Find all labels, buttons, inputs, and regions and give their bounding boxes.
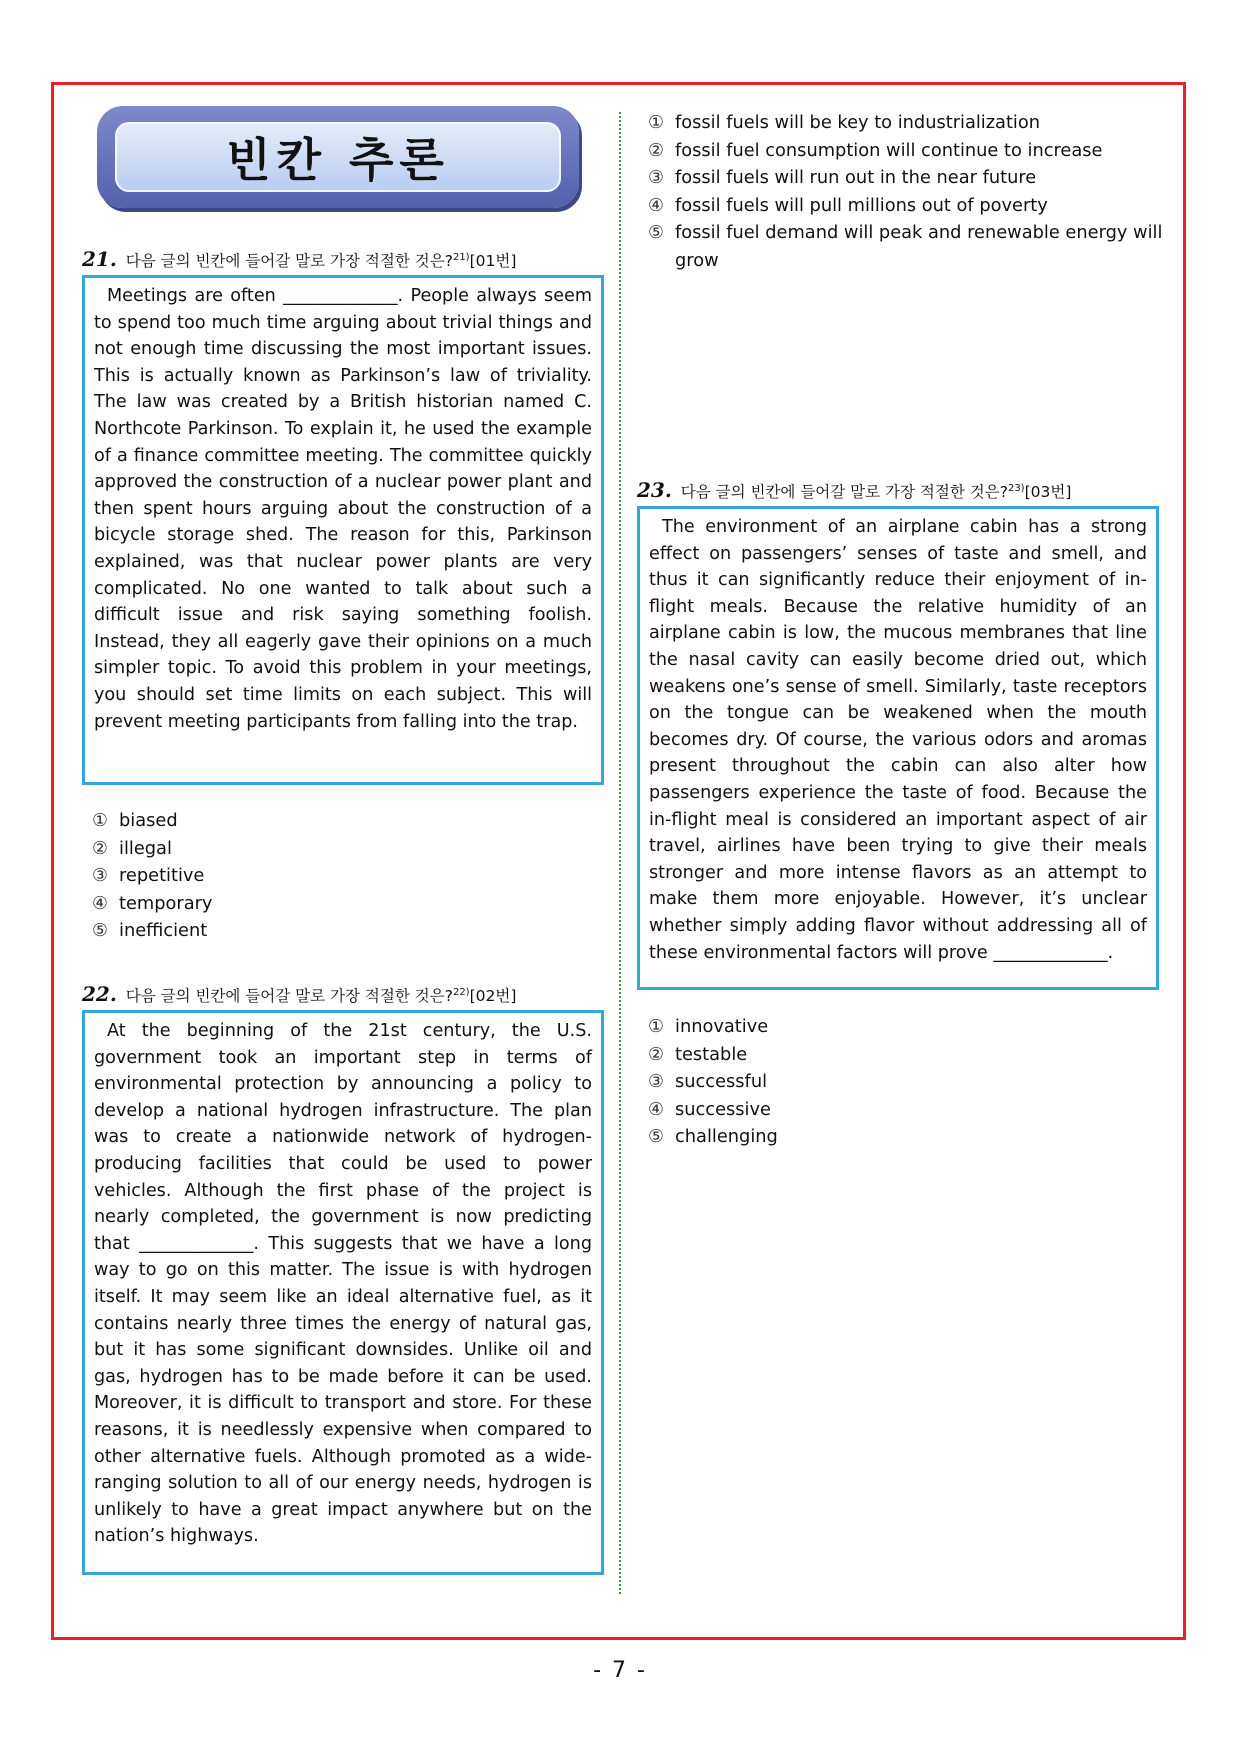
- choice-text: fossil fuels will be key to industrialization: [675, 112, 1041, 133]
- question-22-ref: [02번]: [469, 987, 517, 1005]
- answer-choice: [92, 917, 592, 945]
- section-title: 빈칸 추론: [226, 133, 450, 187]
- choice-number: ③: [648, 167, 664, 189]
- question-22-number: 22.: [82, 982, 117, 1006]
- choice-number: ②: [92, 837, 108, 859]
- question-22-instruction: 다음 글의 빈칸에 들어갈 말로 가장 적절한 것은?: [125, 987, 453, 1005]
- section-title-banner: [97, 106, 579, 208]
- choice-number: ①: [648, 112, 664, 133]
- choice-text: innovative: [675, 1016, 769, 1037]
- choice-text: fossil fuels will run out in the near future: [675, 167, 1037, 189]
- answer-choice: [92, 862, 592, 890]
- answer-choice: [648, 219, 1163, 274]
- question-21-instruction: 다음 글의 빈칸에 들어갈 말로 가장 적절한 것은?: [125, 252, 453, 270]
- answer-choice: [648, 1123, 1148, 1151]
- answer-choice: [648, 1068, 1148, 1096]
- choice-text: fossil fuels will pull millions out of poverty: [675, 194, 1048, 216]
- choice-text: fossil fuel consumption will continue to increase: [675, 139, 1103, 161]
- answer-choice: [648, 1041, 1148, 1069]
- section-title-plate: [115, 122, 561, 192]
- choice-number: ⑤: [648, 1126, 664, 1148]
- choice-text: repetitive: [119, 865, 205, 887]
- choice-number: ⑤: [92, 920, 108, 942]
- question-23-passage: The environment of an airplane cabin has a strong effect on passengers’ senses of taste and smell, and thus it can significantly reduce their enjoyment of in-flight meals. Because the relative humidity of an airplane cabin is low, the mucous membranes that line the nasal cavity can easily become dried out, which weakens one’s sense of smell. Similarly, taste receptors on the tongue can be weakened when the mouth becomes dry. Of course, the various odors and aromas present throughout the cabin can also alter how passengers experience the taste of food. Because the in-flight meal is considered an important aspect of air travel, airlines have been trying to give their meals stronger and more intense flavors as an attempt to make them more enjoyable. However, it’s unclear whether simply adding flavor without addressing all of these environmental factors will prove _____________.: [637, 506, 1159, 990]
- question-23-instruction: 다음 글의 빈칸에 들어갈 말로 가장 적절한 것은?: [680, 483, 1008, 501]
- question-21-ref: [01번]: [469, 252, 517, 270]
- column-divider: [619, 112, 621, 1594]
- question-21-number: 21.: [82, 247, 117, 271]
- choice-text: successful: [675, 1071, 768, 1093]
- choice-text: challenging: [675, 1126, 778, 1148]
- answer-choice: [648, 164, 1163, 192]
- answer-choice: [648, 1096, 1148, 1124]
- choice-number: ④: [648, 194, 664, 216]
- choice-number: ⑤: [648, 222, 664, 244]
- choice-number: ③: [92, 865, 108, 887]
- choice-text: inefficient: [119, 920, 208, 942]
- answer-choice: [92, 807, 592, 835]
- choice-number: ①: [648, 1016, 664, 1037]
- choice-number: ①: [92, 810, 108, 831]
- choice-text: testable: [675, 1043, 748, 1065]
- question-22-header: [82, 982, 516, 1006]
- question-21-header: [82, 247, 516, 271]
- answer-choice: [648, 109, 1163, 137]
- question-23-number: 23.: [637, 478, 672, 502]
- choice-text: fossil fuel demand will peak and renewable energy will grow: [675, 222, 1163, 271]
- choice-number: ②: [648, 139, 664, 161]
- question-22-passage: At the beginning of the 21st century, the U.S. government took an important step in terms of environmental protection by announcing a policy to develop a national hydrogen infrastructure. The plan was to create a nationwide network of hydrogen-producing facilities that could be used to power vehicles. Although the first phase of the project is nearly completed, the government is now predicting that _____________. This suggests that we have a long way to go on this matter. The issue is with hydrogen itself. It may seem like an ideal alternative fuel, as it contains nearly three times the energy of natural gas, but it has some significant downsides. Unlike oil and gas, hydrogen has to be made before it can be used. Moreover, it is difficult to transport and store. For these reasons, it is needlessly expensive when compared to other alternative fuels. Although promoted as a wide-ranging solution to all of our energy needs, hydrogen is unlikely to have a great impact anywhere but on the nation’s highways.: [82, 1010, 604, 1575]
- question-22-choices: [648, 109, 1163, 275]
- page-number: - 7 -: [593, 1658, 647, 1683]
- choice-text: temporary: [119, 892, 213, 914]
- question-22-footnote: 22): [452, 986, 470, 998]
- answer-choice: [648, 137, 1163, 165]
- choice-number: ③: [648, 1071, 664, 1093]
- question-23-choices: [648, 1013, 1148, 1151]
- choice-text: biased: [119, 810, 178, 831]
- question-23-header: [637, 478, 1071, 502]
- choice-number: ②: [648, 1043, 664, 1065]
- answer-choice: [648, 192, 1163, 220]
- answer-choice: [648, 1013, 1148, 1041]
- choice-number: ④: [92, 892, 108, 914]
- question-23-footnote: 23): [1007, 482, 1025, 494]
- question-21-choices: [92, 807, 592, 945]
- choice-text: illegal: [119, 837, 172, 859]
- choice-text: successive: [675, 1098, 771, 1120]
- question-21-passage: Meetings are often _____________. People always seem to spend too much time arguing about trivial things and not enough time discussing the most important issues. This is actually known as Parkinson’s law of triviality. The law was created by a British historian named C. Northcote Parkinson. To explain it, he used the example of a finance committee meeting. The committee quickly approved the construction of a nuclear power plant and then spent hours arguing about the construction of a bicycle storage shed. The reason for this, Parkinson explained, was that nuclear power plants are very complicated. No one wanted to talk about such a difficult issue and risk saying something foolish. Instead, they all eagerly gave their opinions on a much simpler topic. To avoid this problem in your meetings, you should set time limits on each subject. This will prevent meeting participants from falling into the trap.: [82, 275, 604, 785]
- answer-choice: [92, 890, 592, 918]
- question-21-footnote: 21): [452, 251, 470, 263]
- choice-number: ④: [648, 1098, 664, 1120]
- question-23-ref: [03번]: [1024, 483, 1072, 501]
- answer-choice: [92, 835, 592, 863]
